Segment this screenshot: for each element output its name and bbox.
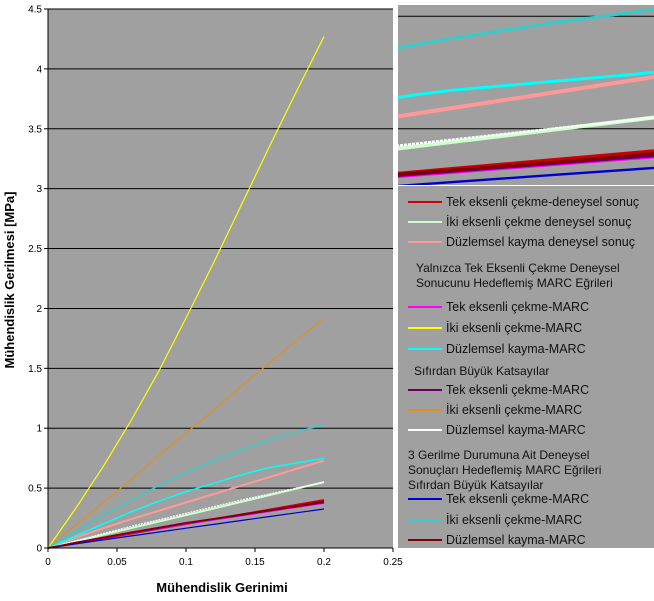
legend-label: İki eksenli çekme-MARC bbox=[446, 403, 583, 417]
legend-swatch bbox=[408, 306, 442, 308]
legend-label: İki eksenli çekme deneysel sonuç bbox=[446, 215, 632, 229]
x-axis-title: Mühendislik Gerinimi bbox=[156, 580, 288, 595]
legend-label: Düzlemsel kayma-MARC bbox=[446, 533, 586, 547]
x-tick-label: 0.15 bbox=[245, 557, 265, 568]
x-tick-label: 0.2 bbox=[317, 557, 331, 568]
legend-label: Düzlemsel kayma-MARC bbox=[446, 423, 586, 437]
x-tick-label: 0.25 bbox=[383, 557, 403, 568]
legend-label: Düzlemsel kayma deneysel sonuç bbox=[446, 235, 635, 249]
y-tick-label: 2 bbox=[36, 303, 42, 315]
legend-swatch bbox=[408, 389, 442, 391]
legend-item bbox=[398, 402, 654, 418]
inset-chart bbox=[398, 5, 654, 185]
legend-swatch bbox=[408, 201, 442, 203]
legend-item bbox=[398, 532, 654, 548]
legend-swatch bbox=[408, 539, 442, 541]
legend-swatch bbox=[408, 327, 442, 329]
legend-label: İki eksenli çekme-MARC bbox=[446, 321, 583, 335]
legend-label: İki eksenli çekme-MARC bbox=[446, 513, 583, 527]
legend-swatch bbox=[408, 241, 442, 243]
legend-swatch bbox=[408, 429, 442, 431]
legend-label: Tek eksenli çekme-MARC bbox=[446, 383, 590, 397]
legend-item bbox=[398, 422, 654, 438]
legend-item bbox=[398, 214, 654, 230]
plot-area bbox=[48, 9, 393, 548]
legend-section-title: Yalnızca Tek Eksenli Çekme Deneysel Sonucunu Hedeflemiş MARC Eğrileri bbox=[416, 261, 620, 290]
legend-section-title: 3 Gerilme Durumuna Ait Deneysel Sonuçları Hedeflemiş MARC Eğrileri Sıfırdan Büyük Katsayılar bbox=[408, 448, 602, 492]
y-tick-label: 2.5 bbox=[28, 244, 42, 256]
legend-label: Düzlemsel kayma-MARC bbox=[446, 342, 586, 356]
legend-item bbox=[398, 512, 654, 528]
x-tick-label: 0 bbox=[45, 557, 51, 568]
legend-section-title: Sıfırdan Büyük Katsayılar bbox=[414, 364, 550, 378]
x-ticks bbox=[45, 548, 403, 568]
y-tick-label: 3 bbox=[36, 184, 42, 196]
y-tick-label: 1.5 bbox=[28, 363, 42, 375]
y-tick-label: 4.5 bbox=[28, 4, 42, 16]
y-ticks bbox=[28, 5, 48, 555]
legend-item bbox=[398, 341, 654, 357]
legend-label: Tek eksenli çekme-MARC bbox=[446, 300, 590, 314]
legend-label: Tek eksenli çekme-deneysel sonuç bbox=[446, 195, 640, 209]
legend-item bbox=[398, 234, 654, 250]
legend-label: Tek eksenli çekme-MARC bbox=[446, 492, 590, 506]
legend-item bbox=[398, 382, 654, 398]
y-tick-label: 1 bbox=[36, 423, 42, 435]
legend-swatch bbox=[408, 348, 442, 350]
legend-swatch bbox=[408, 221, 442, 223]
x-tick-label: 0.1 bbox=[179, 557, 193, 568]
legend-item bbox=[398, 299, 654, 315]
legend-swatch bbox=[408, 409, 442, 411]
y-tick-label: 3.5 bbox=[28, 124, 42, 136]
x-tick-label: 0.05 bbox=[107, 557, 127, 568]
legend-swatch bbox=[408, 519, 442, 521]
legend-item bbox=[398, 194, 654, 210]
legend-swatch bbox=[408, 498, 442, 500]
legend bbox=[398, 186, 654, 548]
legend-item bbox=[398, 491, 654, 507]
y-tick-label: 4 bbox=[36, 64, 42, 76]
y-axis-title: Mühendislik Gerilmesi [MPa] bbox=[2, 191, 17, 369]
y-tick-label: 0.5 bbox=[28, 483, 42, 495]
legend-item bbox=[398, 320, 654, 336]
y-tick-label: 0 bbox=[36, 543, 42, 555]
